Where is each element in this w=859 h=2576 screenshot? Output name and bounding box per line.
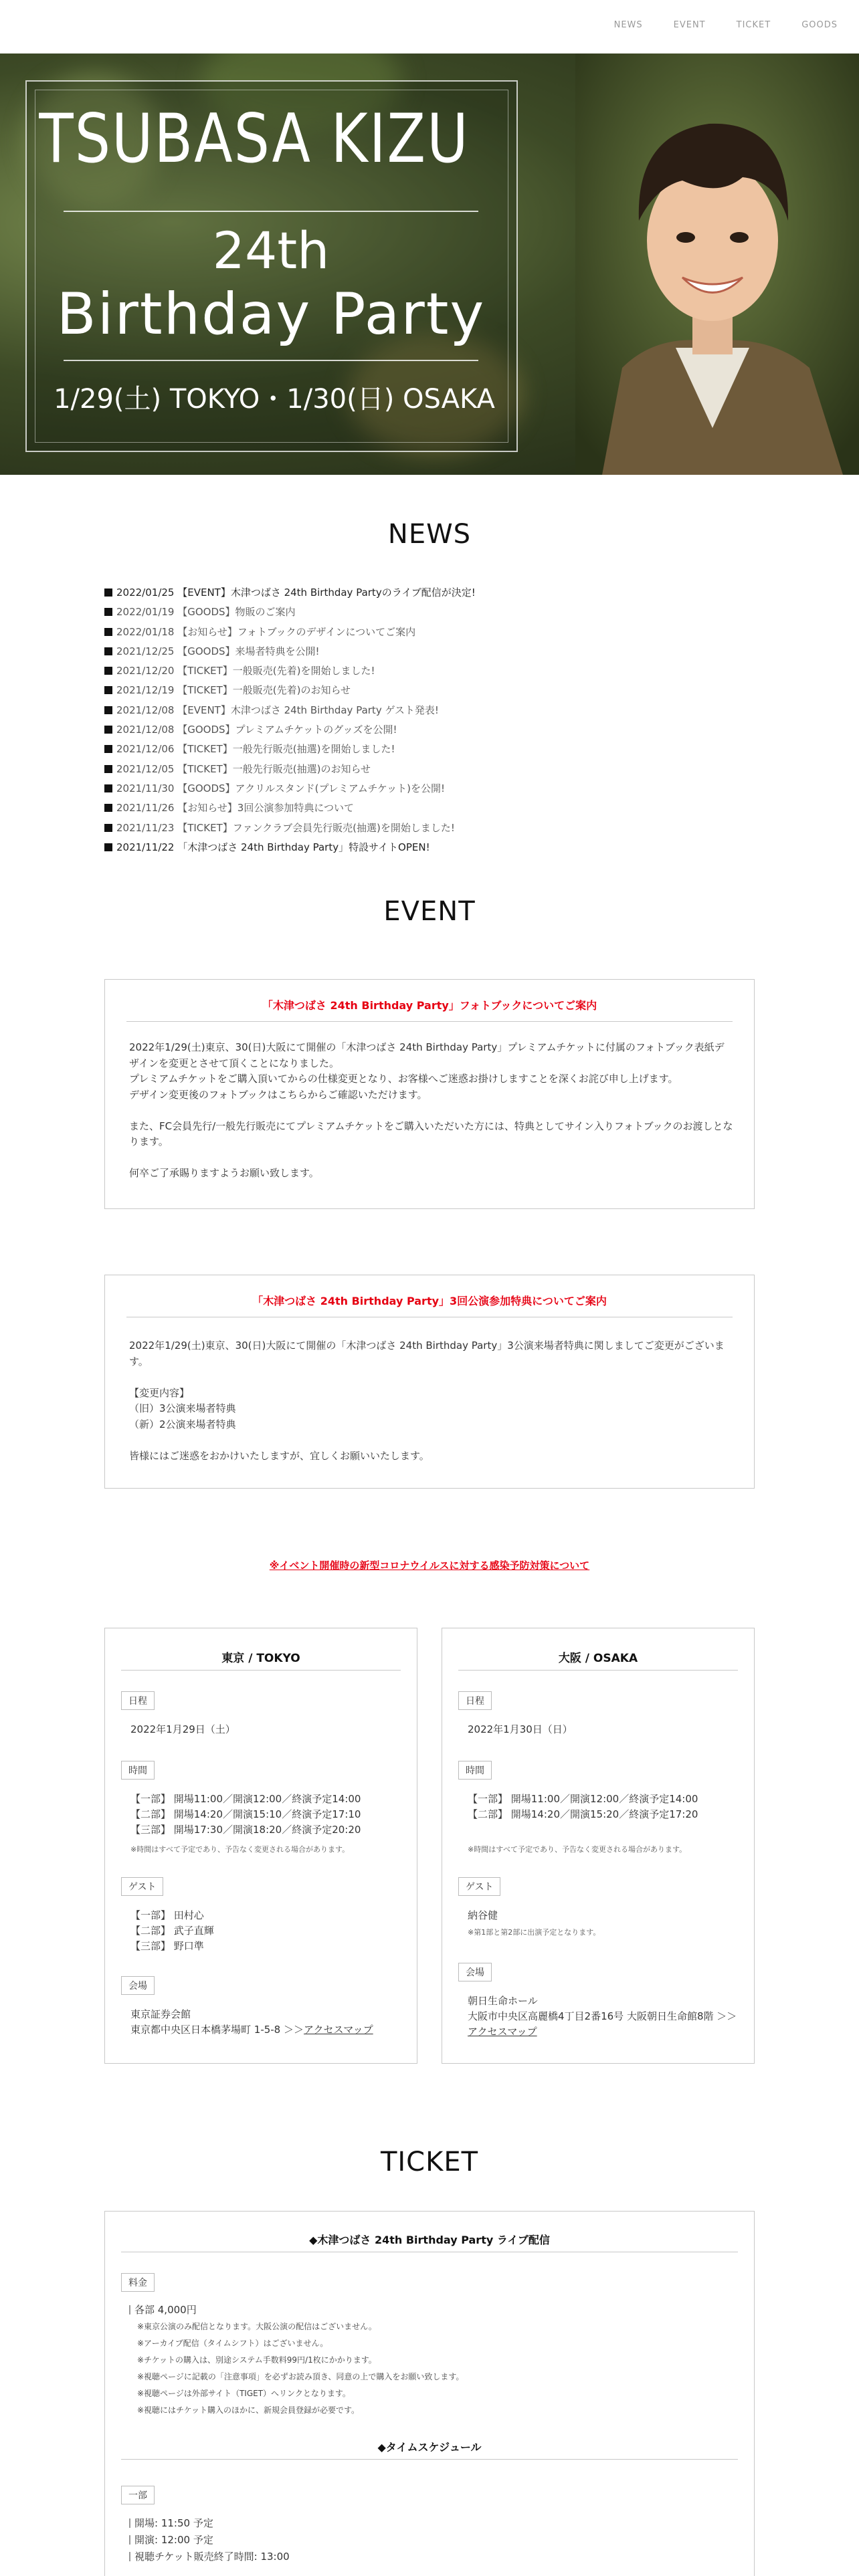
part-tag: 一部 [121,2486,155,2504]
news-item[interactable]: 2022/01/18 【お知らせ】フォトブックのデザインについてご案内 [104,623,760,642]
guest-note: ※第1部と第2部に出演予定となります。 [468,1928,601,1937]
venue-info: 東京証券会館 東京都中央区日本橋茅場町 1-5-8 ＞＞アクセスマップ [130,2008,373,2036]
time-note: ※時間はすべて予定であり、予告なく変更される場合があります。 [468,1845,687,1854]
covid-measures-link[interactable]: ※イベント開催時の新型コロナウイルスに対する感染予防対策について [269,1560,590,1572]
nav-news[interactable]: NEWS [613,20,643,30]
date-value: 2022年1月30日（日） [468,1723,573,1735]
photobook-notice-body [129,1040,734,1182]
divider [121,2459,738,2460]
news-item[interactable]: 2021/12/19 【TICKET】一般販売(先着)のお知らせ [104,681,760,700]
nav-ticket[interactable]: TICKET [736,20,771,30]
photobook-link[interactable]: こちら [277,1088,308,1101]
nav-goods[interactable]: GOODS [801,20,838,30]
ticket-notes: ※東京公演のみ配信となります。大阪公演の配信はございません。 ※アーカイブ配信（タイムシフト）はございません。 ※チケットの購入は、別途システム手数料99円/1枚にかかります。 ※視聴ページに記載の「注意事項」を必ずお読み頂き、同意の上で購入をお願い致します。 ※視聴ページは外部サイト（TIGET）へリンクとなります。 ※視聴にはチケット購入のほかに、新規会員登録が必要です。 [137,2322,464,2415]
event-title: EVENT [383,896,476,927]
notice-paragraph: 【変更内容】 （旧）3公演来場者特典 （新）2公演来場者特典 [129,1386,236,1430]
ticket-heading: ◆木津つばさ 24th Birthday Party ライブ配信 [309,2234,550,2246]
bonus-notice-heading: 「木津つばさ 24th Birthday Party」3回公演参加特典についてご案内 [252,1295,607,1307]
photobook-notice-box [104,979,755,1209]
hero-divider [64,211,478,212]
news-item[interactable]: 2021/12/05 【TICKET】一般先行販売(抽選)のお知らせ [104,760,760,779]
bonus-notice-box [104,1275,755,1489]
notice-paragraph: 2022年1/29(土)東京、30(日)大阪にて開催の「木津つばさ 24th Birthday Party」プレミアムチケットに付属のフォトブック表紙デザインを変更とさせて頂くことになりました。 プレミアムチケットをご購入頂いてからの仕様変更となり、お客様へご迷惑お掛けしますことを深くお詫び申し上げます。 デザイン変更後のフォトブックはこちらからご確認いただけます。 [129,1041,725,1101]
time-tag: 時間 [121,1761,155,1780]
schedule-heading: ◆タイムスケジュール [377,2441,482,2454]
bar-icon [129,2535,130,2545]
bar-icon [129,2518,130,2528]
bullet-square-icon [104,647,112,655]
bullet-square-icon [104,843,112,851]
bullet-square-icon [104,608,112,616]
bullet-square-icon [104,726,112,734]
osaka-venue-card [442,1628,755,2064]
ticket-box [104,2211,755,2576]
news-item[interactable]: 2021/12/08 【GOODS】プレミアムチケットのグッズを公開! [104,720,760,740]
bar-icon [129,2305,130,2315]
price-value: 各部 4,000円 [129,2302,197,2317]
card-title: 大阪 / OSAKA [558,1652,638,1665]
notice-paragraph: 皆様にはご迷惑をおかけいたしますが、宜しくお願いいたします。 [129,1449,430,1462]
date-tag: 日程 [121,1691,155,1710]
hero-name: TSUBASA KIZU [39,99,470,178]
bullet-square-icon [104,784,112,792]
price-tag: 料金 [121,2273,155,2292]
time-list: 【一部】 開場11:00／開演12:00／終演予定14:00 【二部】 開場14:20／開演15:20／終演予定17:20 [468,1793,698,1820]
bullet-square-icon [104,706,112,714]
bullet-square-icon [104,628,112,636]
hero-banner [0,53,859,475]
bullet-square-icon [104,686,112,694]
tokyo-venue-card [104,1628,417,2064]
time-list: 【一部】 開場11:00／開演12:00／終演予定14:00 【二部】 開場14:20／開演15:10／終演予定17:10 【三部】 開場17:30／開演18:20／終演予定20:20 [130,1793,361,1836]
news-item[interactable]: 2021/12/06 【TICKET】一般先行販売(抽選)を開始しました! [104,740,760,759]
divider [121,1670,401,1671]
guest-list: 納谷健 [468,1909,498,1921]
news-item[interactable]: 2021/11/26 【お知らせ】3回公演参加特典について [104,798,760,818]
nav-links [583,20,838,30]
date-value: 2022年1月29日（土） [130,1723,235,1735]
news-title: NEWS [387,519,472,550]
access-map-link[interactable]: アクセスマップ [304,2024,373,2036]
news-item[interactable]: 2021/12/20 【TICKET】一般販売(先着)を開始しました! [104,661,760,681]
news-item[interactable]: 2021/12/08 【EVENT】木津つばさ 24th Birthday Party ゲスト発表! [104,701,760,720]
news-item[interactable]: 2022/01/25 【EVENT】木津つばさ 24th Birthday Partyのライブ配信が決定! [104,583,760,603]
notice-paragraph: 何卒ご了承賜りますようお願い致します。 [129,1167,319,1179]
nav-event[interactable]: EVENT [673,20,706,30]
news-item[interactable]: 2021/12/25 【GOODS】来場者特典を公開! [104,642,760,661]
bullet-square-icon [104,824,112,832]
bullet-square-icon [104,745,112,753]
news-item[interactable]: 2021/11/22 「木津つばさ 24th Birthday Party」特設サイトOPEN! [104,838,760,857]
guest-tag: ゲスト [458,1877,500,1896]
bonus-notice-body [129,1338,734,1464]
schedule-list: 開場: 11:50 予定 開演: 12:00 予定 視聴チケット販売終了時間: 13:00 [129,2515,290,2565]
divider [458,1670,738,1671]
date-tag: 日程 [458,1691,492,1710]
divider [126,1021,733,1022]
hero-subtitle-1: 24th [212,221,330,280]
news-item[interactable]: 2022/01/19 【GOODS】物販のご案内 [104,603,760,622]
portrait-illustration [575,53,859,475]
bullet-square-icon [104,667,112,675]
news-item[interactable]: 2021/11/30 【GOODS】アクリルスタンド(プレミアムチケット)を公開! [104,779,760,798]
ticket-title: TICKET [380,2147,479,2177]
photobook-notice-heading: 「木津つばさ 24th Birthday Party」フォトブックについてご案内 [262,999,597,1012]
notice-paragraph: また、FC会員先行/一般先行販売にてプレミアムチケットをご購入いただいた方には、特典としてサイン入りフォトブックのお渡しとなります。 [129,1119,733,1148]
access-map-link[interactable]: アクセスマップ [468,2026,537,2038]
bar-icon [129,2552,130,2561]
card-title: 東京 / TOKYO [221,1652,300,1665]
venue-tag: 会場 [458,1963,492,1981]
news-item[interactable]: 2021/11/23 【TICKET】ファンクラブ会員先行販売(抽選)を開始しました! [104,819,760,838]
guest-list: 【一部】 田村心 【二部】 武子直輝 【三部】 野口準 [130,1909,214,1952]
top-nav [0,0,859,53]
guest-tag: ゲスト [121,1877,163,1896]
hero-subtitle-2: Birthday Party [56,281,486,348]
bullet-square-icon [104,765,112,773]
venue-tag: 会場 [121,1976,155,1995]
time-tag: 時間 [458,1761,492,1780]
hero-dates: 1/29(土) TOKYO・1/30(日) OSAKA [54,384,495,415]
hero-divider [64,360,478,361]
time-note: ※時間はすべて予定であり、予告なく変更される場合があります。 [130,1845,350,1854]
notice-paragraph: 2022年1/29(土)東京、30(日)大阪にて開催の「木津つばさ 24th Birthday Party」3公演来場者特典に関しましてご変更がございます。 [129,1339,725,1368]
bullet-square-icon [104,588,112,597]
bullet-square-icon [104,804,112,812]
news-list [104,583,760,857]
venue-info: 朝日生命ホール 大阪市中央区高麗橋4丁目2番16号 大阪朝日生命館8階 ＞＞アクセスマップ [468,1995,737,2038]
